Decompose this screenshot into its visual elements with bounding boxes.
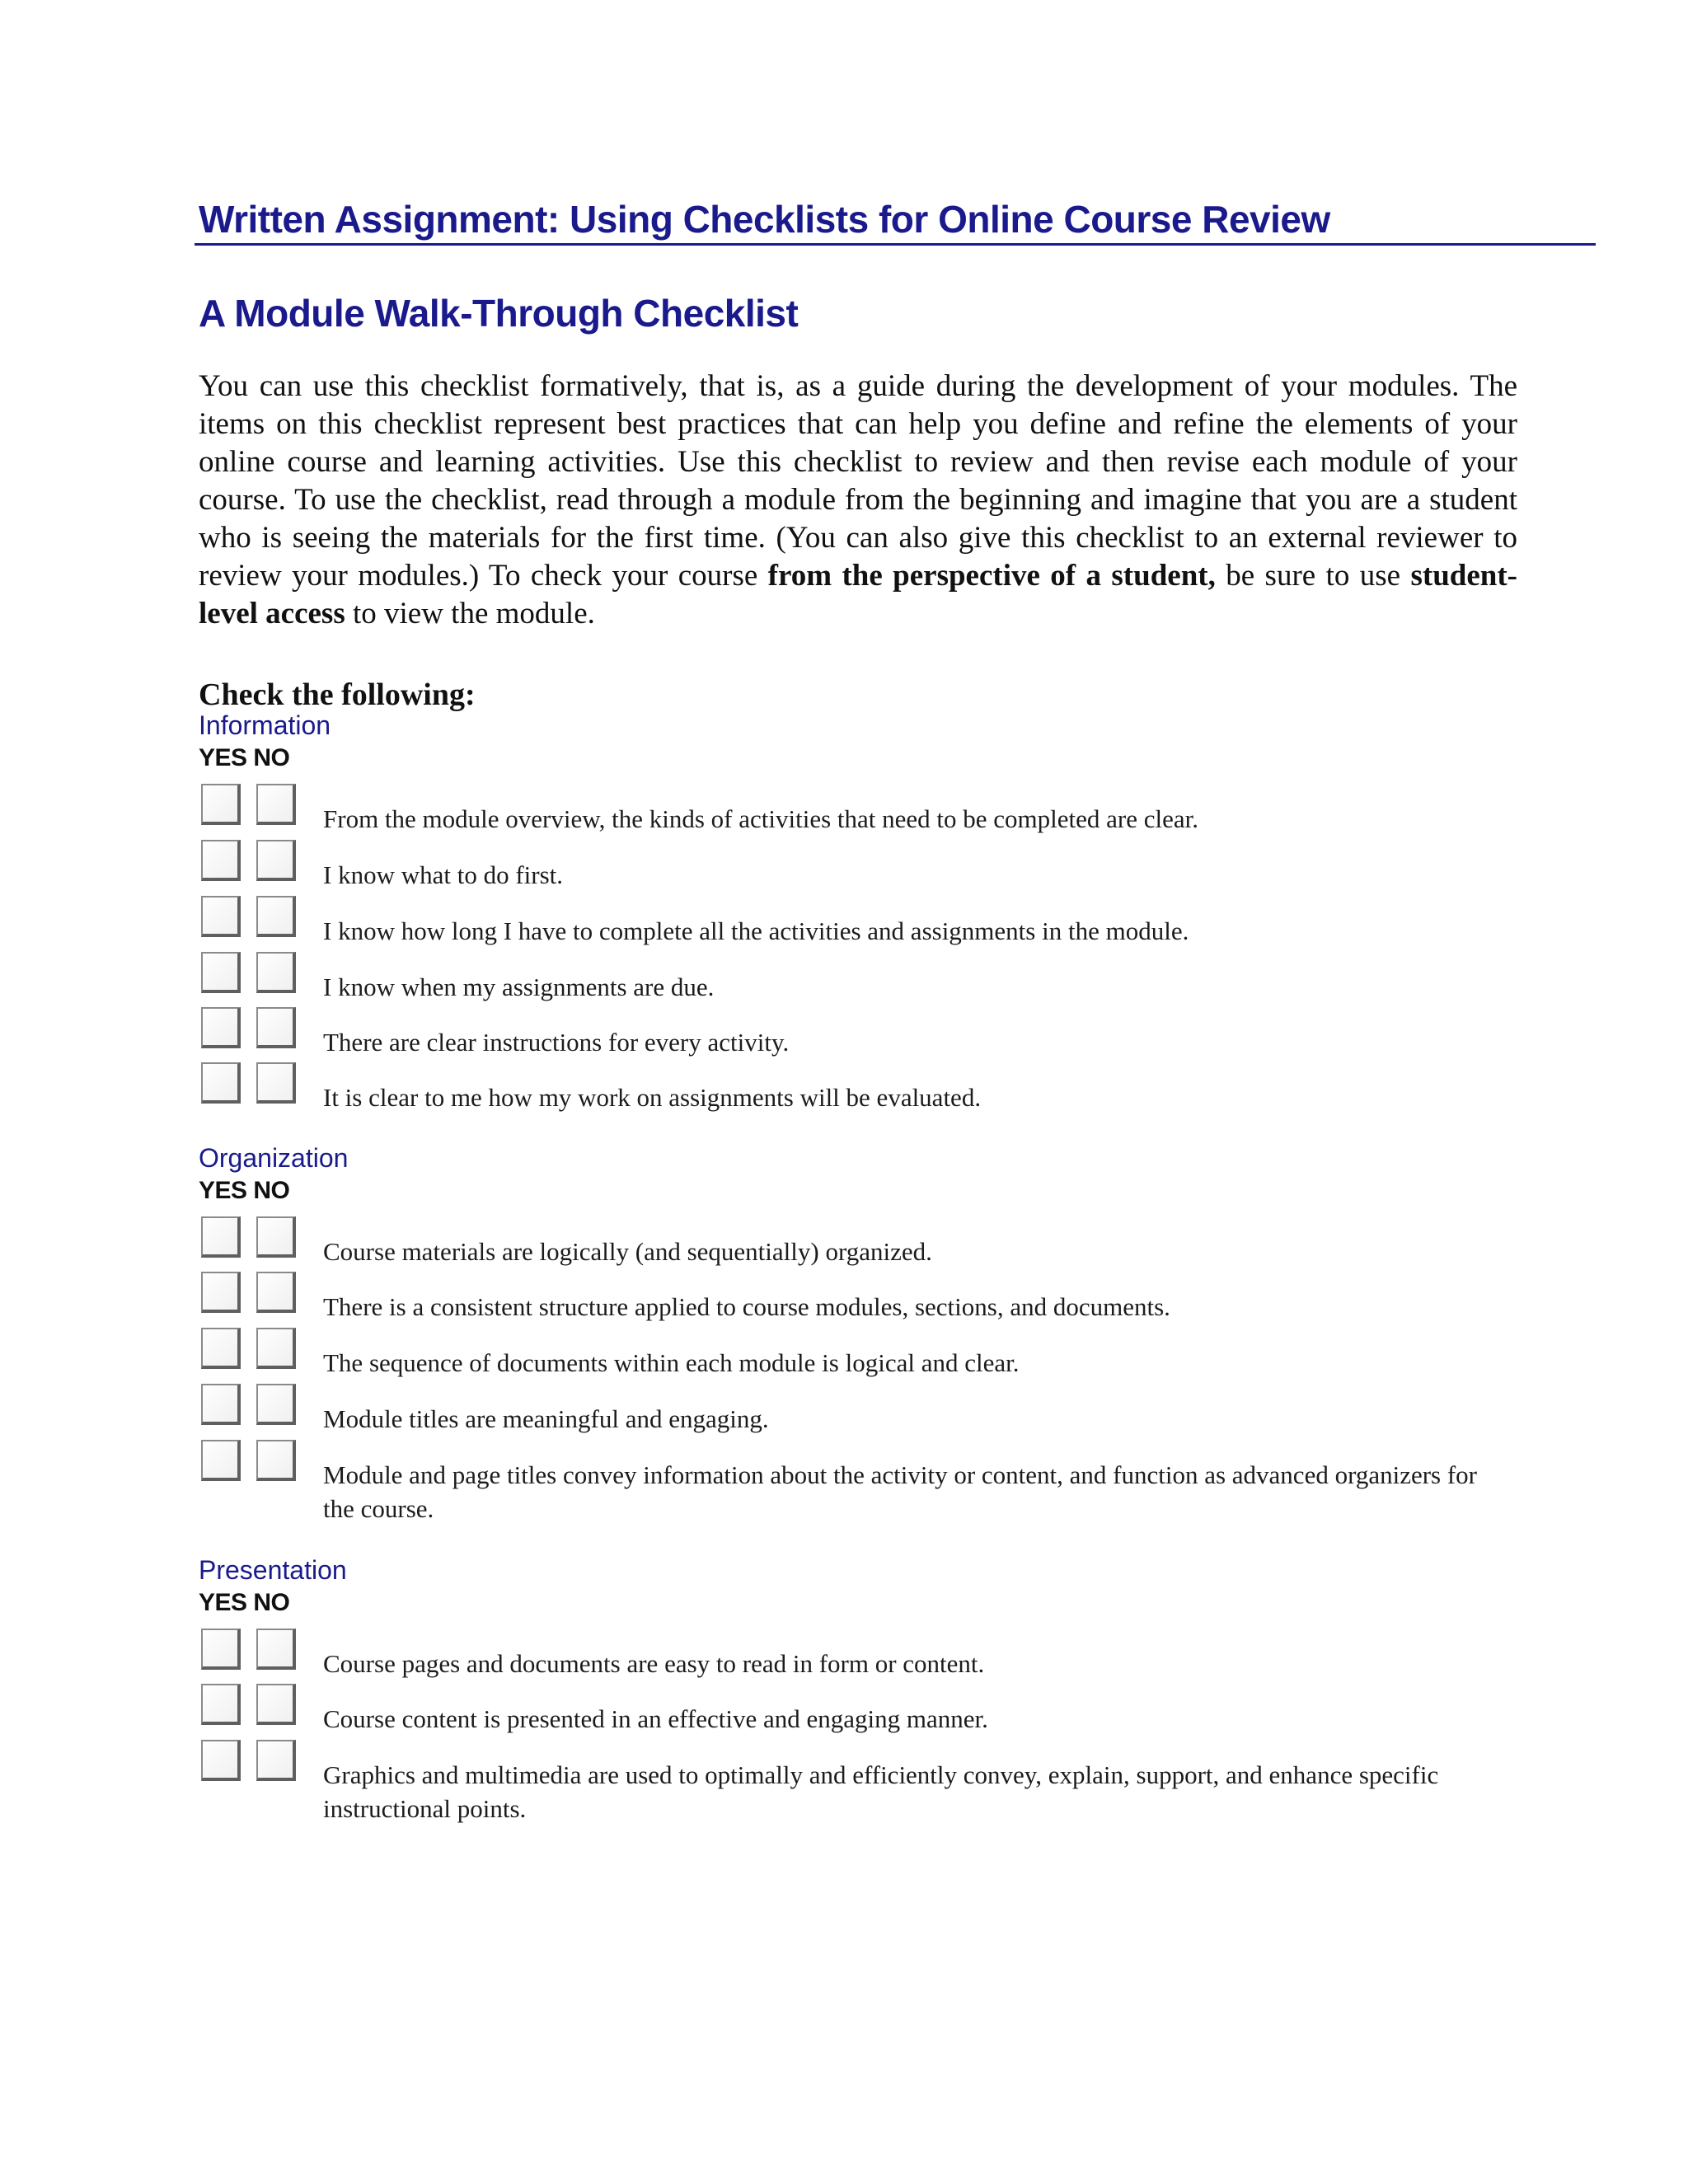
- intro-text-2: be sure to use: [1215, 559, 1411, 593]
- no-checkbox[interactable]: [256, 1440, 296, 1481]
- no-checkbox[interactable]: [256, 1062, 296, 1104]
- yes-checkbox[interactable]: [201, 1328, 241, 1369]
- yes-checkbox[interactable]: [201, 1216, 241, 1258]
- no-checkbox[interactable]: [256, 1216, 296, 1258]
- checklist-item-text: From the module overview, the kinds of activities that need to be completed are clear.: [323, 804, 1198, 833]
- checklist-item-text: Course pages and documents are easy to read in form or content.: [323, 1649, 985, 1678]
- checklist-item-text: There is a consistent structure applied to course modules, sections, and documents.: [323, 1292, 1170, 1321]
- yes-checkbox[interactable]: [201, 1007, 241, 1048]
- check-heading: Check the following:: [199, 677, 476, 712]
- yes-no-header: YES NO: [199, 1589, 290, 1616]
- checklist-item-text: Module titles are meaningful and engaging.: [323, 1404, 769, 1433]
- title-underline: [195, 243, 1596, 246]
- section-label-information: Information: [199, 710, 331, 740]
- checklist-item-text: It is clear to me how my work on assignments will be evaluated.: [323, 1083, 982, 1112]
- no-checkbox[interactable]: [256, 1328, 296, 1369]
- no-checkbox[interactable]: [256, 840, 296, 881]
- yes-no-header: YES NO: [199, 1177, 290, 1204]
- intro-bold-perspective: from the perspective of a student,: [767, 559, 1216, 593]
- checklist-item-text: Course materials are logically (and sequentially) organized.: [323, 1237, 932, 1266]
- no-checkbox[interactable]: [256, 1384, 296, 1425]
- no-checkbox[interactable]: [256, 784, 296, 825]
- no-checkbox[interactable]: [256, 896, 296, 937]
- yes-checkbox[interactable]: [201, 1062, 241, 1104]
- yes-checkbox[interactable]: [201, 1440, 241, 1481]
- no-checkbox[interactable]: [256, 952, 296, 993]
- intro-paragraph: [199, 368, 1517, 633]
- checklist-title: A Module Walk-Through Checklist: [199, 292, 799, 335]
- yes-checkbox[interactable]: [201, 1272, 241, 1313]
- yes-checkbox[interactable]: [201, 896, 241, 937]
- no-checkbox[interactable]: [256, 1740, 296, 1781]
- checklist-item-text: Module and page titles convey information about the activity or content, and function as advanced organizers for the course.: [323, 1460, 1478, 1523]
- yes-checkbox[interactable]: [201, 1684, 241, 1725]
- yes-checkbox[interactable]: [201, 1384, 241, 1425]
- checklist-item-text: I know what to do first.: [323, 860, 564, 889]
- yes-no-header: YES NO: [199, 744, 290, 771]
- intro-text-1: You can use this checklist formatively, that is, as a guide during the development of your modules. The items on this checklist represent best practices that can help you define and refine the elements of your online course and learning activities. Use this checklist to review and then revise each module of your course. To use the checklist, read through a module from the beginning and imagine that you are a student who is seeing the materials for the first time. (You can also give this checklist to an external reviewer to review your modules.) To check your course: [199, 369, 1517, 593]
- checklist-item-text: There are clear instructions for every activity.: [323, 1028, 790, 1057]
- yes-checkbox[interactable]: [201, 1629, 241, 1670]
- section-label-presentation: Presentation: [199, 1555, 347, 1585]
- no-checkbox[interactable]: [256, 1272, 296, 1313]
- intro-text-3: to view the module.: [345, 597, 595, 630]
- no-checkbox[interactable]: [256, 1684, 296, 1725]
- checklist-item-text: The sequence of documents within each module is logical and clear.: [323, 1348, 1020, 1377]
- section-label-organization: Organization: [199, 1143, 349, 1173]
- checklist-item-text: I know how long I have to complete all the activities and assignments in the module.: [323, 916, 1189, 945]
- yes-checkbox[interactable]: [201, 840, 241, 881]
- checklist-item-text: Graphics and multimedia are used to optimally and efficiently convey, explain, support, and enhance specific instructional points.: [323, 1760, 1439, 1823]
- yes-checkbox[interactable]: [201, 784, 241, 825]
- no-checkbox[interactable]: [256, 1007, 296, 1048]
- yes-checkbox[interactable]: [201, 952, 241, 993]
- yes-checkbox[interactable]: [201, 1740, 241, 1781]
- intro-bold-access: student-level access: [199, 559, 1517, 630]
- document-title: Written Assignment: Using Checklists for Online Course Review: [199, 198, 1330, 241]
- no-checkbox[interactable]: [256, 1629, 296, 1670]
- checklist-item-text: Course content is presented in an effective and engaging manner.: [323, 1704, 988, 1733]
- checklist-item-text: I know when my assignments are due.: [323, 972, 715, 1001]
